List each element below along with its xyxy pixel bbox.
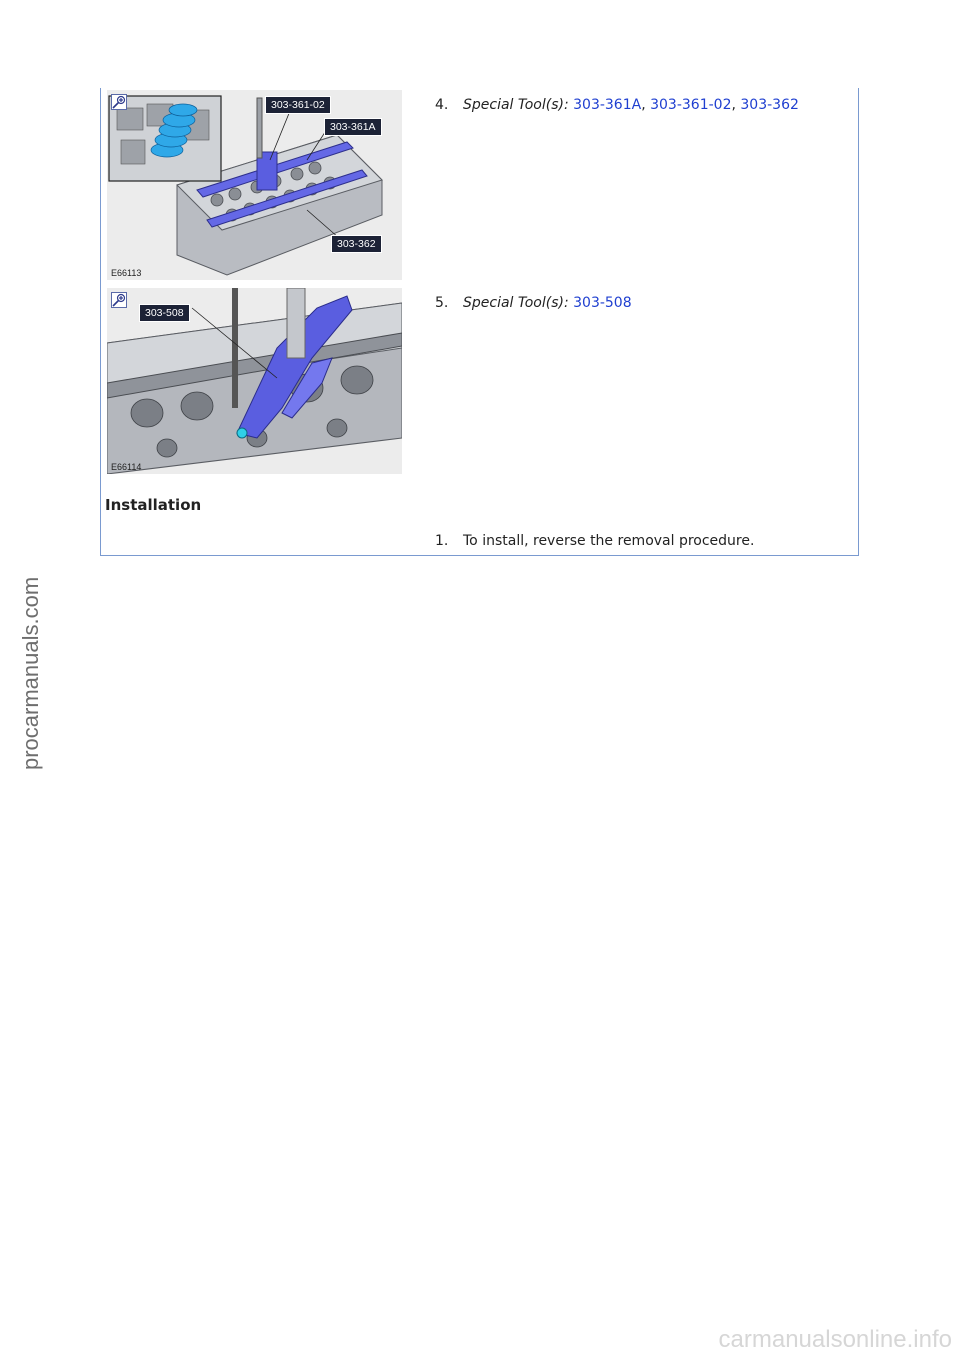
tool-link-303-361a[interactable]: 303-361A	[573, 97, 642, 113]
callout-label: 303-361A	[324, 118, 382, 136]
step-number: 1.	[435, 533, 449, 549]
step-label: Special Tool(s):	[463, 295, 569, 311]
bottom-watermark: carmanualsonline.info	[718, 1326, 952, 1353]
procedure-panel	[100, 88, 859, 556]
zoom-in-icon[interactable]	[111, 94, 127, 110]
step-text: To install, reverse the removal procedure.	[463, 533, 755, 549]
callout-label: 303-361-02	[265, 96, 331, 114]
zoom-in-icon[interactable]	[111, 292, 127, 308]
figure-id: E66114	[111, 462, 142, 472]
figure-e66113[interactable]	[107, 90, 402, 280]
step-5	[435, 294, 632, 312]
step-number: 4.	[435, 97, 449, 113]
step-label: Special Tool(s):	[463, 97, 569, 113]
section-heading-installation: Installation	[105, 496, 202, 514]
figure-e66114[interactable]	[107, 288, 402, 474]
tool-link-303-361-02[interactable]: 303-361-02	[650, 97, 732, 113]
step-4: 4. Special Tool(s): 303-361A, 303-361-02, 303-362	[435, 97, 799, 113]
step-number: 5.	[435, 295, 449, 311]
figure-id: E66113	[111, 268, 142, 278]
tool-link-303-362[interactable]: 303-362	[740, 97, 799, 113]
callout-label: 303-362	[331, 235, 382, 253]
side-watermark: procarmanuals.com	[18, 576, 43, 770]
installation-step-1	[435, 532, 754, 550]
tool-link-303-508[interactable]: 303-508	[573, 295, 632, 311]
callout-label: 303-508	[139, 304, 190, 322]
